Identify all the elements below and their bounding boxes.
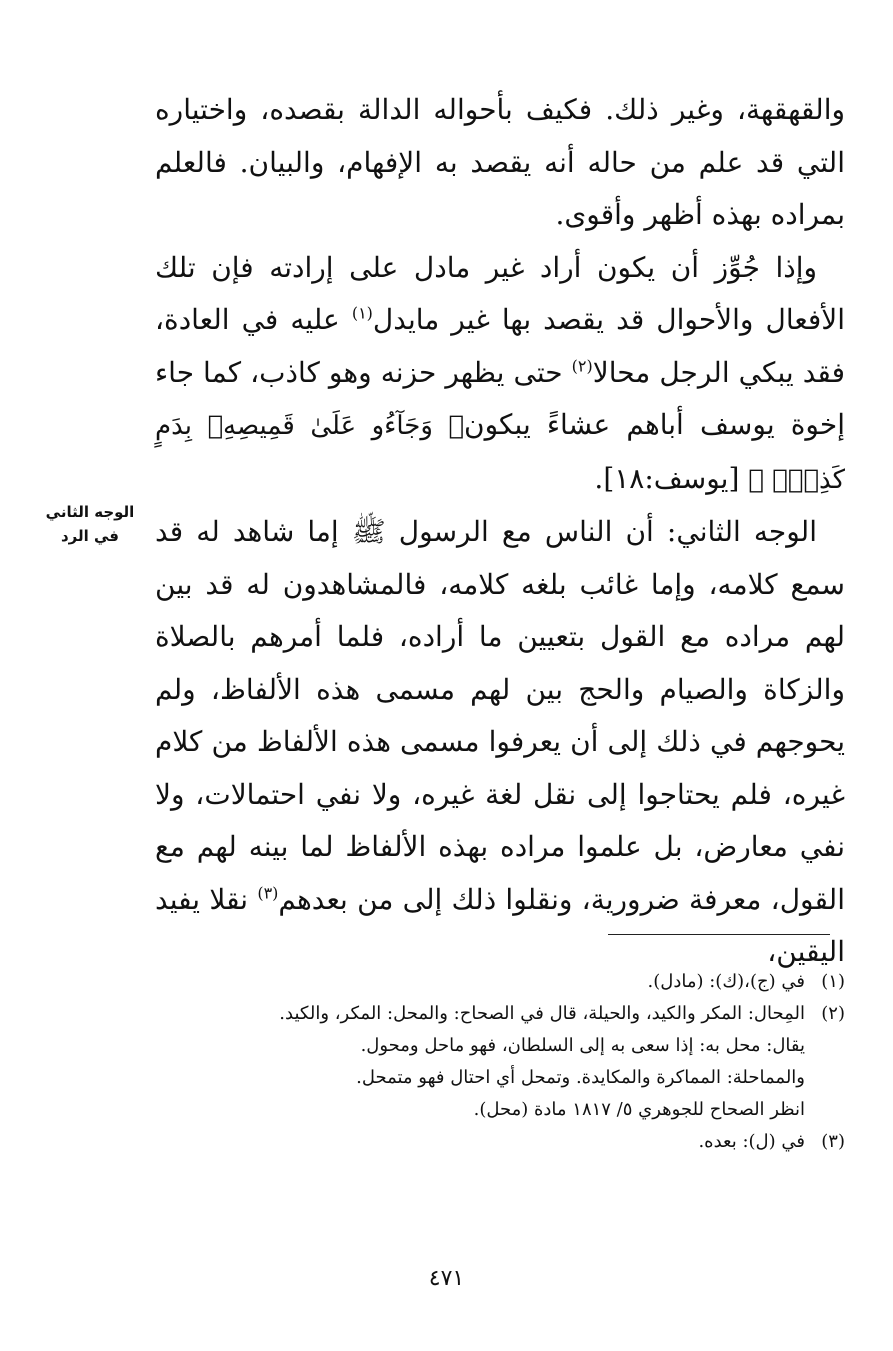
- paragraph-3-text: الوجه الثاني: أن الناس مع الرسول ﷺ إما شاهد له قد سمع كلامه، وإما غائب بلغه كلامه، فالمشاهدون له قد بين لهم مراده مع القول بتعيين ما أراده، فلما أمرهم بالصلاة والزكاة والصيام والحج بين لهم مسمى هذه الألفاظ، ولم يحوجهم في ذلك إلى أن يعرفوا مسمى هذه الألفاظ من كلام غيره، فلم يحتاجوا إلى نقل لغة غيره، ولا نفي احتمالات، ولا نفي معارض، بل علموا مراده بهذه الألفاظ لما بينه لهم مع القول، معرفة ضرورية، ونقلوا ذلك إلى من بعدهم: [155, 515, 845, 916]
- paragraph-2: [155, 242, 845, 507]
- margin-note-line: الوجه الثاني: [45, 503, 135, 521]
- paragraph-1: والقهقهة، وغير ذلك. فكيف بأحواله الدالة بقصده، واختياره التي قد علم من حاله أنه يقصد به الإفهام، والبيان. فالعلم بمراده بهذه أظهر وأقوى.: [155, 93, 845, 231]
- paragraph-2-text: عليه في العادة، فقد يبكي الرجل محالا: [155, 303, 845, 389]
- paragraph-3-text: نقلا يفيد اليقين،: [155, 882, 845, 968]
- footnote-body: [155, 966, 805, 998]
- footnote-body: [155, 998, 805, 1126]
- footnote-line: المِحال: المكر والكيد، والحيلة، قال في الصحاح: والمحل: المكر، والكيد.: [279, 1003, 805, 1024]
- footnote-line: يقال: محل به: إذا سعى به إلى السلطان، فهو ماحل ومحول.: [360, 1035, 805, 1056]
- footnote-body: [155, 1126, 805, 1158]
- quran-verse: ﴿ وَجَآءُو عَلَىٰ قَمِيصِهِۦ بِدَمٍ كَذِبٍۚ ﴾: [155, 411, 845, 495]
- verse-reference: [يوسف:١٨].: [594, 461, 749, 495]
- paragraph-2-text: حتى يظهر حزنه وهو كاذب، كما جاء إخوة يوسف أباهم عشاءً يبكون: [155, 355, 845, 441]
- footnote-number: (٢): [821, 1003, 845, 1024]
- footnote-1: [155, 966, 845, 998]
- footnote-divider: [608, 934, 830, 935]
- footnote-ref-3[interactable]: (٣): [257, 883, 279, 903]
- footnote-3: [155, 1126, 845, 1158]
- main-text: [155, 84, 845, 979]
- footnote-number: (١): [821, 971, 845, 992]
- margin-note-line: في الرد: [60, 527, 120, 545]
- footnote-line: في (ل): بعده.: [698, 1131, 805, 1152]
- footnote-number: (٣): [821, 1131, 845, 1152]
- margin-note: [40, 500, 140, 548]
- footnote-line: انظر الصحاح للجوهري ٥/ ١٨١٧ مادة (محل).: [473, 1099, 805, 1120]
- footnote-line: في (ج)،(ك): (مادل).: [647, 971, 805, 992]
- paragraph-3: [155, 506, 845, 979]
- footnotes: [155, 966, 845, 1158]
- paragraph-2-text: وإذا جُوِّز أن يكون أراد غير مادل على إرادته فإن تلك الأفعال والأحوال قد يقصد بها غير مايدل: [155, 250, 845, 336]
- footnote-ref-2[interactable]: (٢): [571, 356, 593, 376]
- footnote-ref-1[interactable]: (١): [351, 303, 373, 323]
- footnote-line: والمماحلة: المماكرة والمكايدة. وتمحل أي احتال فهو متمحل.: [356, 1067, 805, 1088]
- footnote-2: [155, 998, 845, 1126]
- page-number: ٤٧١: [428, 1266, 465, 1291]
